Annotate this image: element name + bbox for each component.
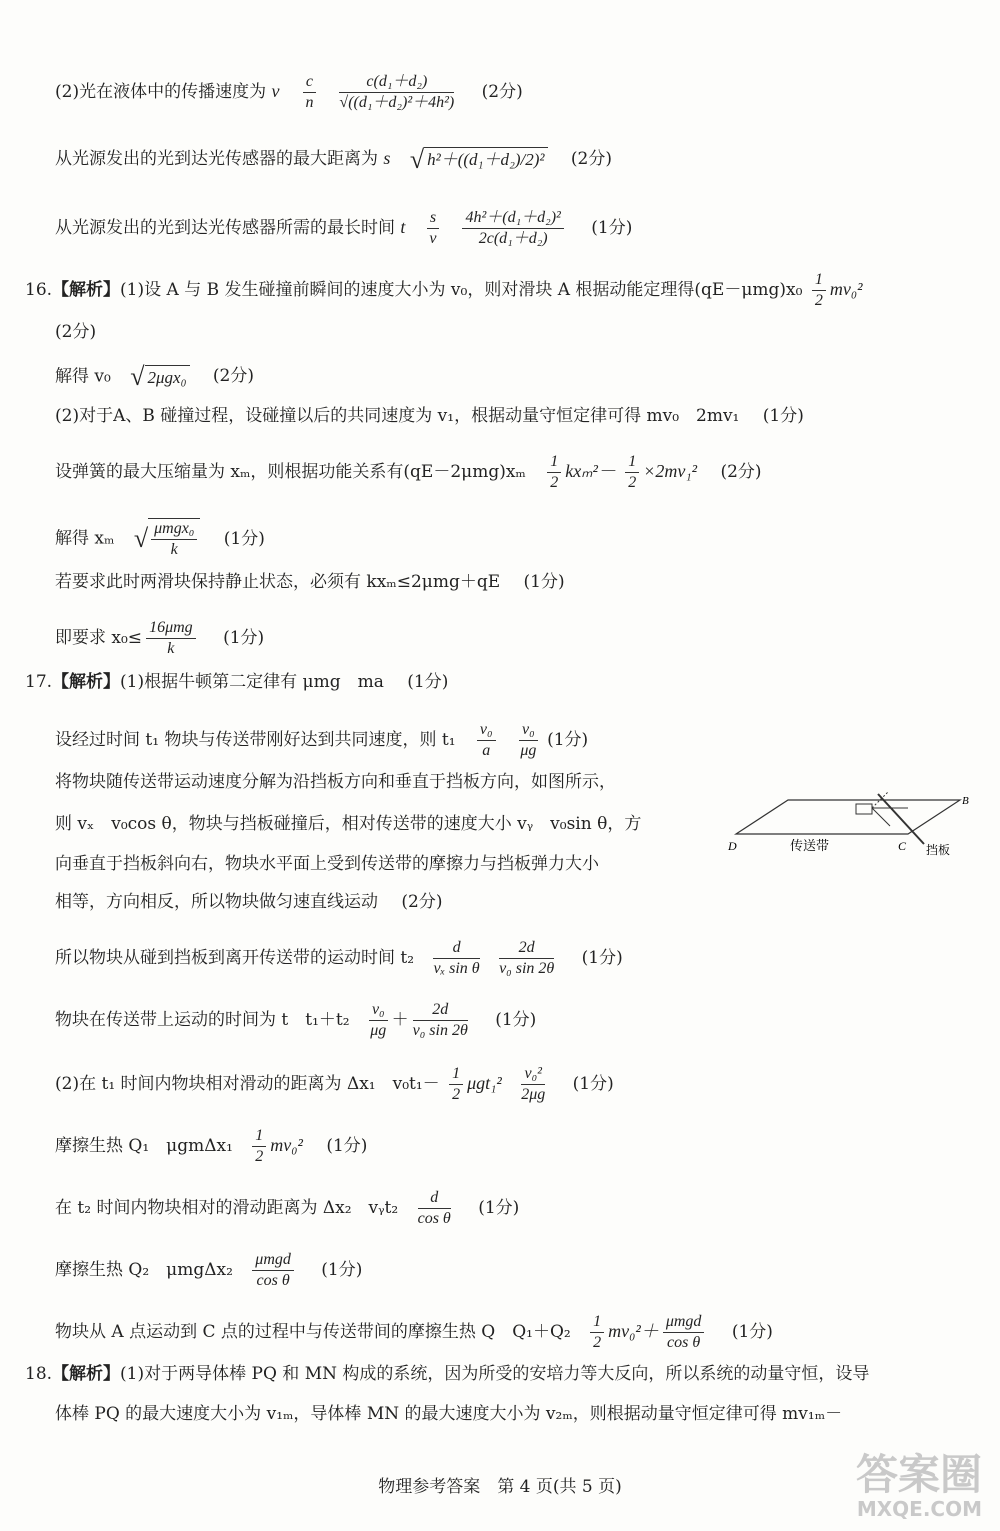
label-belt: 传送带 xyxy=(790,839,830,854)
question-number: 18. xyxy=(25,1364,53,1384)
text: (2)在 t₁ 时间内物块相对滑动的距离为 Δx₁ v₀t₁－ xyxy=(55,1074,440,1094)
fraction-v0-a: $\frac{\text{v₀}}{a}$ xyxy=(477,720,496,761)
q16-score-1 xyxy=(55,320,96,344)
text: 设经过时间 t₁ 物块与传送带刚好达到共同速度，则 t₁ xyxy=(55,730,456,750)
term: kxₘ²－ xyxy=(565,461,616,481)
term: mv₀² xyxy=(829,279,863,299)
score: (1分) xyxy=(581,948,623,968)
q18-line-1 xyxy=(25,1362,869,1386)
fraction-half: $\frac{1}{2}$ xyxy=(547,452,561,493)
score: (1分) xyxy=(523,572,565,592)
sqrt-v0: √ 2μgx₀ xyxy=(130,364,189,390)
text: 设弹簧的最大压缩量为 xₘ，则根据功能关系有(qE－2μmg)xₘ xyxy=(55,462,526,482)
score: (1分) xyxy=(572,1074,614,1094)
fraction-speed: $\frac{\text{c(d₁＋d₂)}}{\text{√((d₁＋d₂)²＋4h²)}}$ xyxy=(339,73,455,111)
text: (2)对于A、B 碰撞过程，设碰撞以后的共同速度为 v₁，根据动量守恒定律可得 mv₀ 2mv₁ xyxy=(55,406,740,426)
score: (1分) xyxy=(326,1136,368,1156)
fraction-s-over-v: $\frac{s}{v}$ xyxy=(427,208,439,249)
score: (1分) xyxy=(591,218,633,238)
fraction-dx1: $\frac{\text{v₀²}}{2\mu g}$ xyxy=(521,1065,546,1103)
text: 解得 xₘ xyxy=(55,528,115,549)
score: (1分) xyxy=(547,730,589,750)
text: 物块从 A 点运动到 C 点的过程中与传送带间的摩擦生热 Q Q₁＋Q₂ xyxy=(55,1322,571,1342)
text: 即要求 x₀≤ xyxy=(55,628,143,648)
q17-line-10 xyxy=(55,1126,367,1167)
baffle-line xyxy=(878,794,924,844)
score: (1分) xyxy=(407,672,449,692)
line-light-speed xyxy=(55,72,523,113)
q16-line-4 xyxy=(55,452,762,493)
text: 摩擦生热 Q₂ μmgΔx₂ xyxy=(55,1260,233,1280)
q17-line-7 xyxy=(55,938,623,979)
text: 若要求此时两滑块保持静止状态，必须有 kxₘ≤2μmg＋qE xyxy=(55,572,501,592)
text: 则 vₓ v₀cos θ，物块与挡板碰撞后，相对传送带的速度大小 vᵧ v₀sin θ，方 xyxy=(55,814,642,834)
text: 将物块随传送带运动速度分解为沿挡板方向和垂直于挡板方向，如图所示， xyxy=(55,772,616,792)
question-number: 16. xyxy=(25,280,53,300)
text: (1)对于两导体棒 PQ 和 MN 构成的系统，因为所受的安培力等大反向，所以系统的动量守恒，设导 xyxy=(120,1364,870,1384)
fraction-tb: $\frac{2d}{\text{v₀ sin 2θ}}$ xyxy=(412,1001,468,1039)
score: (2分) xyxy=(55,322,97,342)
question-number: 17. xyxy=(25,672,53,692)
label-baffle: 挡板 xyxy=(926,843,951,857)
text: (1)根据牛顿第二定律有 μmg ma xyxy=(120,672,384,692)
text: 解得 v₀ xyxy=(55,366,111,387)
fraction-half: $\frac{1}{2}$ xyxy=(252,1126,266,1167)
q17-line-5 xyxy=(55,852,599,876)
block xyxy=(856,804,872,814)
q16-line-3 xyxy=(55,404,804,428)
fraction-half: $\frac{1}{2}$ xyxy=(625,452,639,493)
text: (2)光在液体中的传播速度为 xyxy=(55,82,267,102)
analysis-head: 【解析】 xyxy=(52,672,121,692)
belt-outline xyxy=(736,800,960,834)
score: (2分) xyxy=(720,462,762,482)
conveyor-figure xyxy=(728,790,968,870)
term: mv₀² xyxy=(270,1135,303,1155)
q16-line-1 xyxy=(25,270,863,311)
fraction-dx2: $\frac{d}{\text{cos θ}}$ xyxy=(417,1189,451,1227)
line-max-distance xyxy=(55,146,612,172)
watermark-logo: 答案圈 xyxy=(855,1450,982,1499)
score: (1分) xyxy=(223,628,265,648)
q17-line-3 xyxy=(55,770,616,794)
fraction-q2: μmgd cos θ xyxy=(252,1250,294,1291)
analysis-head: 【解析】 xyxy=(52,280,121,300)
q17-line-12 xyxy=(55,1250,362,1291)
fraction-v0-mug: $\frac{\text{v₀}}{\mu g}$ xyxy=(520,721,537,759)
page-footer: 物理参考答案 第 4 页(共 5 页) xyxy=(378,1477,622,1497)
fraction-x0: 16μmg k xyxy=(146,618,196,659)
q17-line-8 xyxy=(55,1000,536,1041)
q17-line-11 xyxy=(55,1188,519,1229)
score: (2分) xyxy=(401,892,443,912)
var-v: v xyxy=(271,81,280,101)
q16-line-6 xyxy=(55,570,565,594)
q17-line-6 xyxy=(55,890,443,914)
plus: ＋ xyxy=(391,1010,409,1030)
score: (1分) xyxy=(731,1322,773,1342)
label-D: D xyxy=(728,839,737,853)
label-C: C xyxy=(898,839,907,853)
fraction-c-over-n: $\frac{c}{n}$ xyxy=(303,72,316,113)
term: ×2mv₁² xyxy=(643,461,698,481)
q17-line-13 xyxy=(55,1312,773,1353)
q16-line-2 xyxy=(55,364,254,390)
text: 所以物块从碰到挡板到离开传送带的运动时间 t₂ xyxy=(55,948,415,968)
var-s: s xyxy=(383,148,391,168)
text: 在 t₂ 时间内物块相对的滑动距离为 Δx₂ vᵧt₂ xyxy=(55,1198,399,1218)
q17-line-4 xyxy=(55,812,641,836)
q17-line-9 xyxy=(55,1064,614,1105)
q18-line-2 xyxy=(55,1402,842,1426)
text: 相等，方向相反，所以物块做匀速直线运动 xyxy=(55,892,378,912)
text: 物块在传送带上运动的时间为 t t₁＋t₂ xyxy=(55,1010,350,1030)
analysis-head: 【解析】 xyxy=(52,1364,121,1384)
fraction-half: $\frac{1}{2}$ xyxy=(449,1064,463,1105)
term: μgt₁² xyxy=(467,1073,502,1093)
q17-line-2 xyxy=(55,720,588,761)
score: (1分) xyxy=(478,1198,520,1218)
q16-line-7 xyxy=(55,618,264,659)
fraction-half: $\frac{1}{2}$ xyxy=(812,270,826,311)
q17-line-1 xyxy=(25,670,448,694)
text: (1)设 A 与 B 发生碰撞前瞬间的速度大小为 v₀，则对滑块 A 根据动能定理得(qE－μmg)x₀ xyxy=(120,280,803,300)
fraction-time: $\frac{\text{4h²＋(d₁＋d₂)²}}{\text{2c(d₁＋d₂)}}$ xyxy=(462,208,563,249)
score: (2分) xyxy=(212,366,255,387)
score: (2分) xyxy=(481,82,523,102)
score: (1分) xyxy=(495,1010,537,1030)
var-t: t xyxy=(400,217,406,237)
line-max-time xyxy=(55,208,632,249)
score: (1分) xyxy=(762,406,804,426)
text: 摩擦生热 Q₁ μgmΔx₁ xyxy=(55,1136,233,1156)
fraction-half: $\frac{1}{2}$ xyxy=(590,1312,604,1353)
watermark xyxy=(855,1450,982,1521)
score: (1分) xyxy=(223,528,265,549)
text: 从光源发出的光到达光传感器的最大距离为 xyxy=(55,149,378,169)
sqrt-distance: √ h²＋((d₁＋d₂)/2)² xyxy=(410,147,548,173)
term: mv₀²＋ xyxy=(608,1321,659,1341)
label-B: B xyxy=(962,795,969,807)
text: 体棒 PQ 的最大速度大小为 v₁ₘ，导体棒 MN 的最大速度大小为 v₂ₘ，则根据动量守恒定律可得 mv₁ₘ－ xyxy=(55,1404,843,1424)
component-arrow xyxy=(872,808,890,826)
text: 向垂直于挡板斜向右，物块水平面上受到传送带的摩擦力与挡板弹力大小 xyxy=(55,854,599,874)
score: (1分) xyxy=(321,1260,363,1280)
fraction-ta: $\frac{\text{v₀}}{\mu g}$ xyxy=(370,1001,387,1039)
watermark-url: MXQE.COM xyxy=(856,1497,982,1521)
score: (2分) xyxy=(570,149,612,169)
fraction-t2a: $\frac{d}{\text{vₓ sin θ}}$ xyxy=(433,939,480,977)
fraction-q: μmgd cos θ xyxy=(663,1312,705,1353)
text: 从光源发出的光到达光传感器所需的最长时间 xyxy=(55,218,395,238)
fraction-t2b: $\frac{2d}{\text{v₀ sin 2θ}}$ xyxy=(499,939,555,977)
sqrt-xm: √ μmgx₀ k xyxy=(134,518,201,560)
q16-line-5 xyxy=(55,518,265,560)
